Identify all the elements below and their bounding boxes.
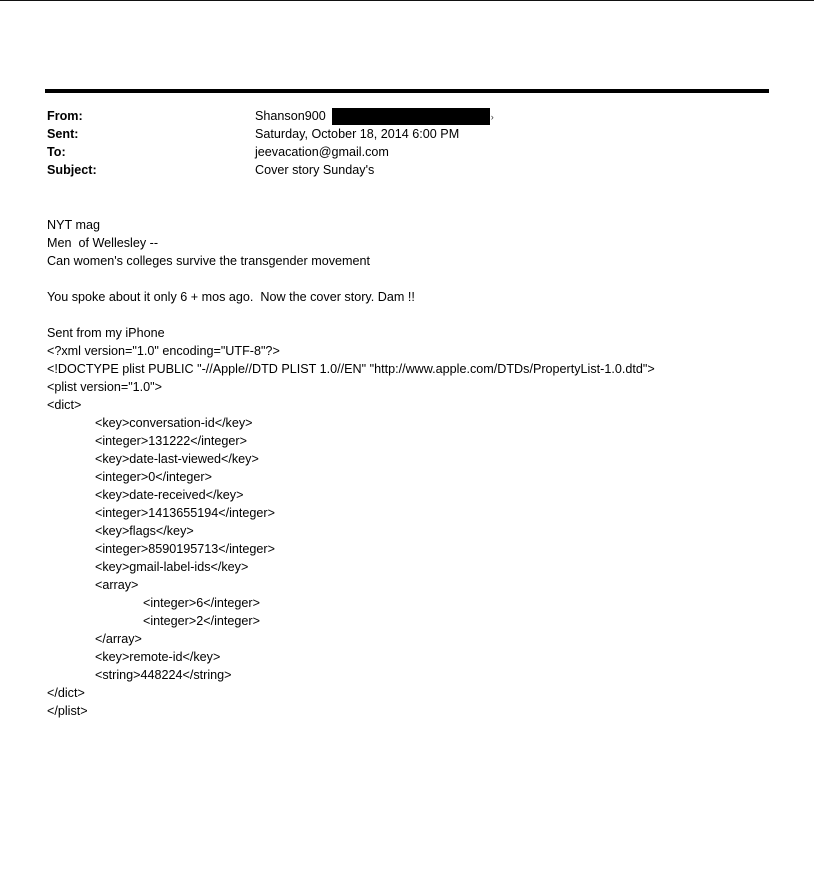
signature-line: Sent from my iPhone	[47, 326, 165, 340]
plist-line: <key>date-received</key>	[95, 488, 244, 502]
blank-line	[47, 270, 787, 288]
redaction-box	[332, 108, 490, 125]
plist-line: <plist version="1.0">	[47, 380, 163, 394]
plist-line: <integer>131222</integer>	[95, 434, 247, 448]
to-value: jeevacation@gmail.com	[255, 145, 389, 159]
plist-line: <integer>6</integer>	[143, 596, 260, 610]
sent-row	[47, 125, 767, 143]
plist-line: </array>	[95, 632, 142, 646]
plist-line: <key>date-last-viewed</key>	[95, 452, 259, 466]
from-label: From:	[47, 109, 83, 123]
plist-line: <integer>2</integer>	[143, 614, 260, 628]
plist-line: </plist>	[47, 704, 88, 718]
from-row	[47, 107, 767, 125]
to-row	[47, 143, 767, 161]
body-line: You spoke about it only 6 + mos ago. Now the cover story. Dam !!	[47, 290, 415, 304]
plist-line: <integer>1413655194</integer>	[95, 506, 275, 520]
plist-line: <integer>8590195713</integer>	[95, 542, 275, 556]
sent-label: Sent:	[47, 127, 79, 141]
plist-line: <integer>0</integer>	[95, 470, 212, 484]
plist-line: </dict>	[47, 686, 85, 700]
body-line: Men of Wellesley --	[47, 236, 159, 250]
plist-line: <key>conversation-id</key>	[95, 416, 253, 430]
plist-line: <key>flags</key>	[95, 524, 194, 538]
sent-value: Saturday, October 18, 2014 6:00 PM	[255, 127, 460, 141]
body-line: NYT mag	[47, 218, 100, 232]
plist-line: <?xml version="1.0" encoding="UTF-8"?>	[47, 344, 280, 358]
subject-row	[47, 161, 767, 179]
subject-label: Subject:	[47, 163, 97, 177]
blank-line	[47, 306, 787, 324]
subject-value: Cover story Sunday's	[255, 163, 375, 177]
plist-line: <array>	[95, 578, 139, 592]
plist-line: <!DOCTYPE plist PUBLIC "-//Apple//DTD PLIST 1.0//EN" "http://www.apple.com/DTDs/PropertyList-1.0.dtd">	[47, 362, 655, 376]
email-body	[47, 216, 787, 720]
email-header	[47, 107, 767, 179]
plist-line: <dict>	[47, 398, 82, 412]
redaction-tail: ›	[490, 111, 494, 122]
header-rule	[45, 89, 769, 93]
from-sender: Shanson900	[255, 109, 326, 123]
plist-line: <key>gmail-label-ids</key>	[95, 560, 249, 574]
body-line: Can women's colleges survive the transgender movement	[47, 254, 371, 268]
page-top-border	[0, 0, 814, 1]
to-label: To:	[47, 145, 66, 159]
plist-line: <string>448224</string>	[95, 668, 232, 682]
from-value	[255, 107, 494, 126]
plist-line: <key>remote-id</key>	[95, 650, 221, 664]
